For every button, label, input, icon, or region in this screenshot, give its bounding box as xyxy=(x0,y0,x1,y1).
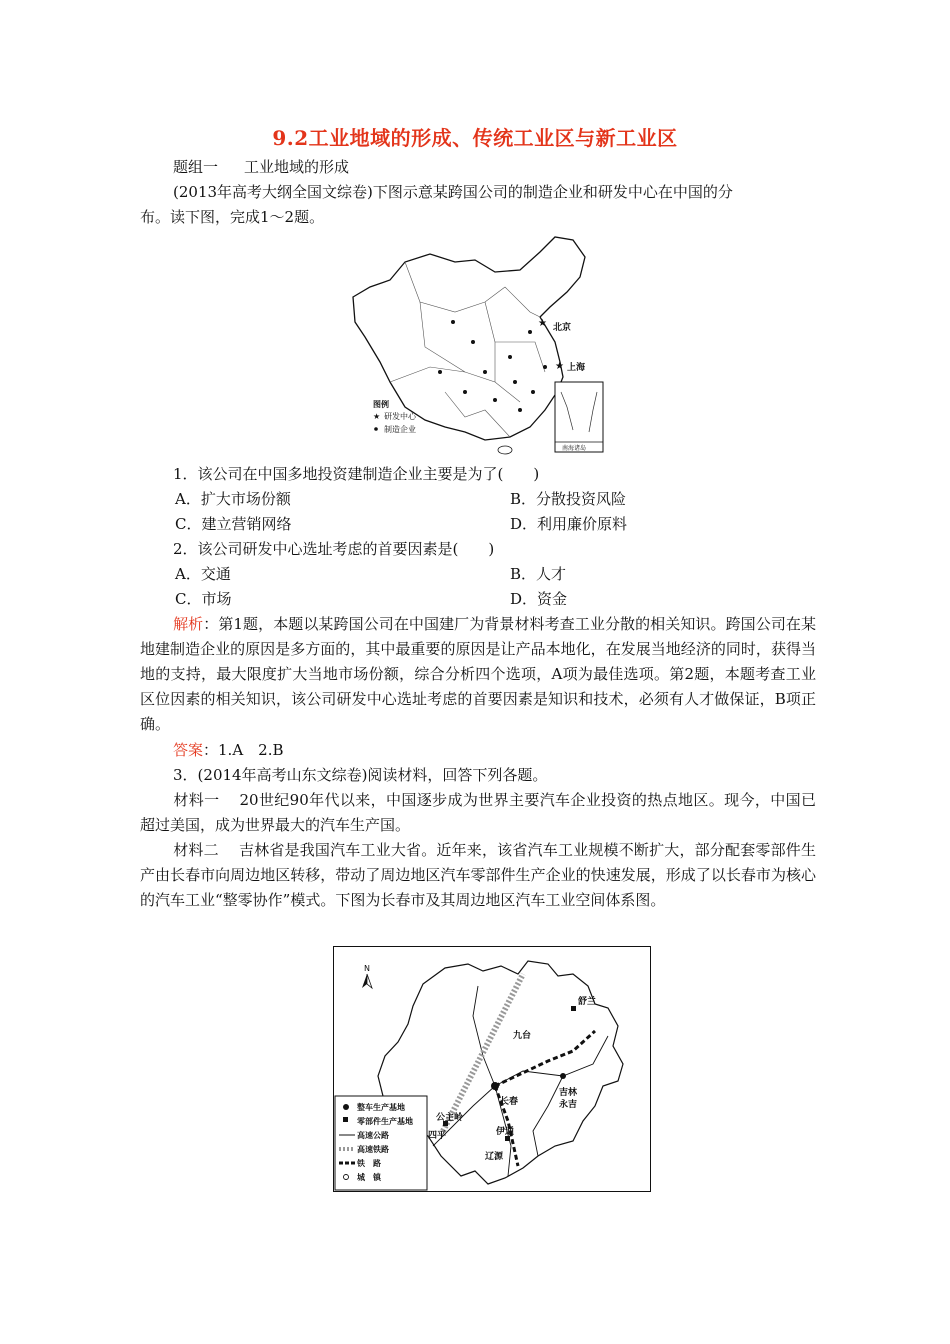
q1-option-d: D．利用廉价原料 xyxy=(510,515,628,533)
hainan-island xyxy=(498,446,512,454)
south-china-sea-inset xyxy=(555,382,603,452)
map1-label-beijing: 北京 xyxy=(553,323,572,333)
label-yongji: 永吉 xyxy=(559,1100,578,1110)
group-heading-label: 题组一 xyxy=(173,158,219,176)
legend-town: 城 镇 xyxy=(357,1173,381,1182)
group-heading xyxy=(173,155,349,180)
legend-hsr: 高速铁路 xyxy=(357,1145,389,1154)
material1-text: 20世纪90年代以来，中国逐步成为世界主要汽车企业投资的热点地区。现今，中国已超过美国，成为世界最大的汽车生产国。 xyxy=(140,791,816,834)
answer-label: 答案 xyxy=(173,741,204,759)
label-gongzhuling: 公主岭 xyxy=(436,1113,464,1123)
svg-text:N: N xyxy=(364,964,370,973)
material2-label: 材料二 xyxy=(173,841,219,859)
q2-option-a: A．交通 xyxy=(175,565,231,583)
answer-text: ：1.A 2.B xyxy=(203,741,284,759)
group-heading-text: 工业地域的形成 xyxy=(244,158,350,176)
q2-option-d: D．资金 xyxy=(510,590,568,608)
manufacturing-dots xyxy=(438,320,547,412)
intro-line-2: 布。读下图，完成1～2题。 xyxy=(140,208,325,226)
label-shulan: 舒兰 xyxy=(578,997,597,1007)
material2-paragraph xyxy=(140,838,816,913)
inset-label: 南海诸岛 xyxy=(562,445,587,452)
label-siping: 四平 xyxy=(428,1131,447,1141)
rd-star-beijing: ★ xyxy=(538,318,547,329)
china-outline xyxy=(353,237,585,440)
legend-vehicle: 整车生产基地 xyxy=(357,1103,405,1112)
answer-line xyxy=(173,738,284,763)
legend-highway: 高速公路 xyxy=(357,1131,389,1140)
map1-label-shanghai: 上海 xyxy=(567,363,586,373)
material2-text: 吉林省是我国汽车工业大省。近年来，该省汽车工业规模不断扩大，部分配套零部件生产由长春市向周边地区转移，带动了周边地区汽车零部件生产企业的快速发展，形成了以长春市为核心的汽车工业“整零协作”模式。下图为长春市及其周边地区汽车工业空间体系图。 xyxy=(140,841,816,909)
rd-star-shanghai: ★ xyxy=(555,361,564,372)
changchun-map xyxy=(333,946,651,1192)
legend-railway: 铁 路 xyxy=(357,1159,381,1168)
legend-parts: 零部件生产基地 xyxy=(357,1117,413,1126)
page-title: 9.2工业地域的形成、传统工业区与新工业区 xyxy=(272,126,678,150)
q1-option-b: B．分散投资风险 xyxy=(510,490,627,508)
q2-option-c: C．市场 xyxy=(175,590,232,608)
q3-stem: 3．(2014年高考山东文综卷)阅读材料，回答下列各题。 xyxy=(173,766,548,784)
label-jiutai: 九台 xyxy=(513,1031,532,1041)
label-liaoyuan: 辽源 xyxy=(485,1152,504,1162)
legend-rd: 研发中心 xyxy=(384,412,416,421)
q2-option-b: B．人才 xyxy=(510,565,567,583)
china-map xyxy=(345,232,610,457)
legend-mfg: 制造企业 xyxy=(384,425,416,434)
label-changchun: 长春 xyxy=(500,1097,519,1107)
svg-text:★: ★ xyxy=(373,412,381,421)
q2-stem: 2．该公司研发中心选址考虑的首要因素是( ) xyxy=(173,540,495,558)
legend-title: 图例 xyxy=(373,400,389,409)
analysis-label: 解析 xyxy=(173,615,204,633)
material1-paragraph xyxy=(140,788,816,838)
label-jilin: 吉林 xyxy=(559,1088,578,1098)
q1-option-c: C．建立营销网络 xyxy=(175,515,292,533)
intro-line-1: (2013年高考大纲全国文综卷)下图示意某跨国公司的制造企业和研发中心在中国的分 xyxy=(173,183,733,201)
analysis-text: ：第1题，本题以某跨国公司在中国建厂为背景材料考查工业分散的相关知识。跨国公司在某地建制造企业的原因是多方面的，其中最重要的原因是让产品本地化，在发展当地经济的同时，获得当地的支持，最大限度扩大当地市场份额，综合分析四个选项，A项为最佳选项。第2题，本题考查工业区位因素的相关知识，该公司研发中心选址考虑的首要因素是知识和技术，必须有人才做保证，B项正确。 xyxy=(140,615,816,733)
material1-label: 材料一 xyxy=(173,791,220,809)
label-yitong: 伊通 xyxy=(496,1127,515,1137)
analysis-paragraph xyxy=(140,612,816,737)
q1-option-a: A．扩大市场份额 xyxy=(175,490,291,508)
q1-stem: 1．该公司在中国多地投资建制造企业主要是为了( ) xyxy=(173,465,540,483)
